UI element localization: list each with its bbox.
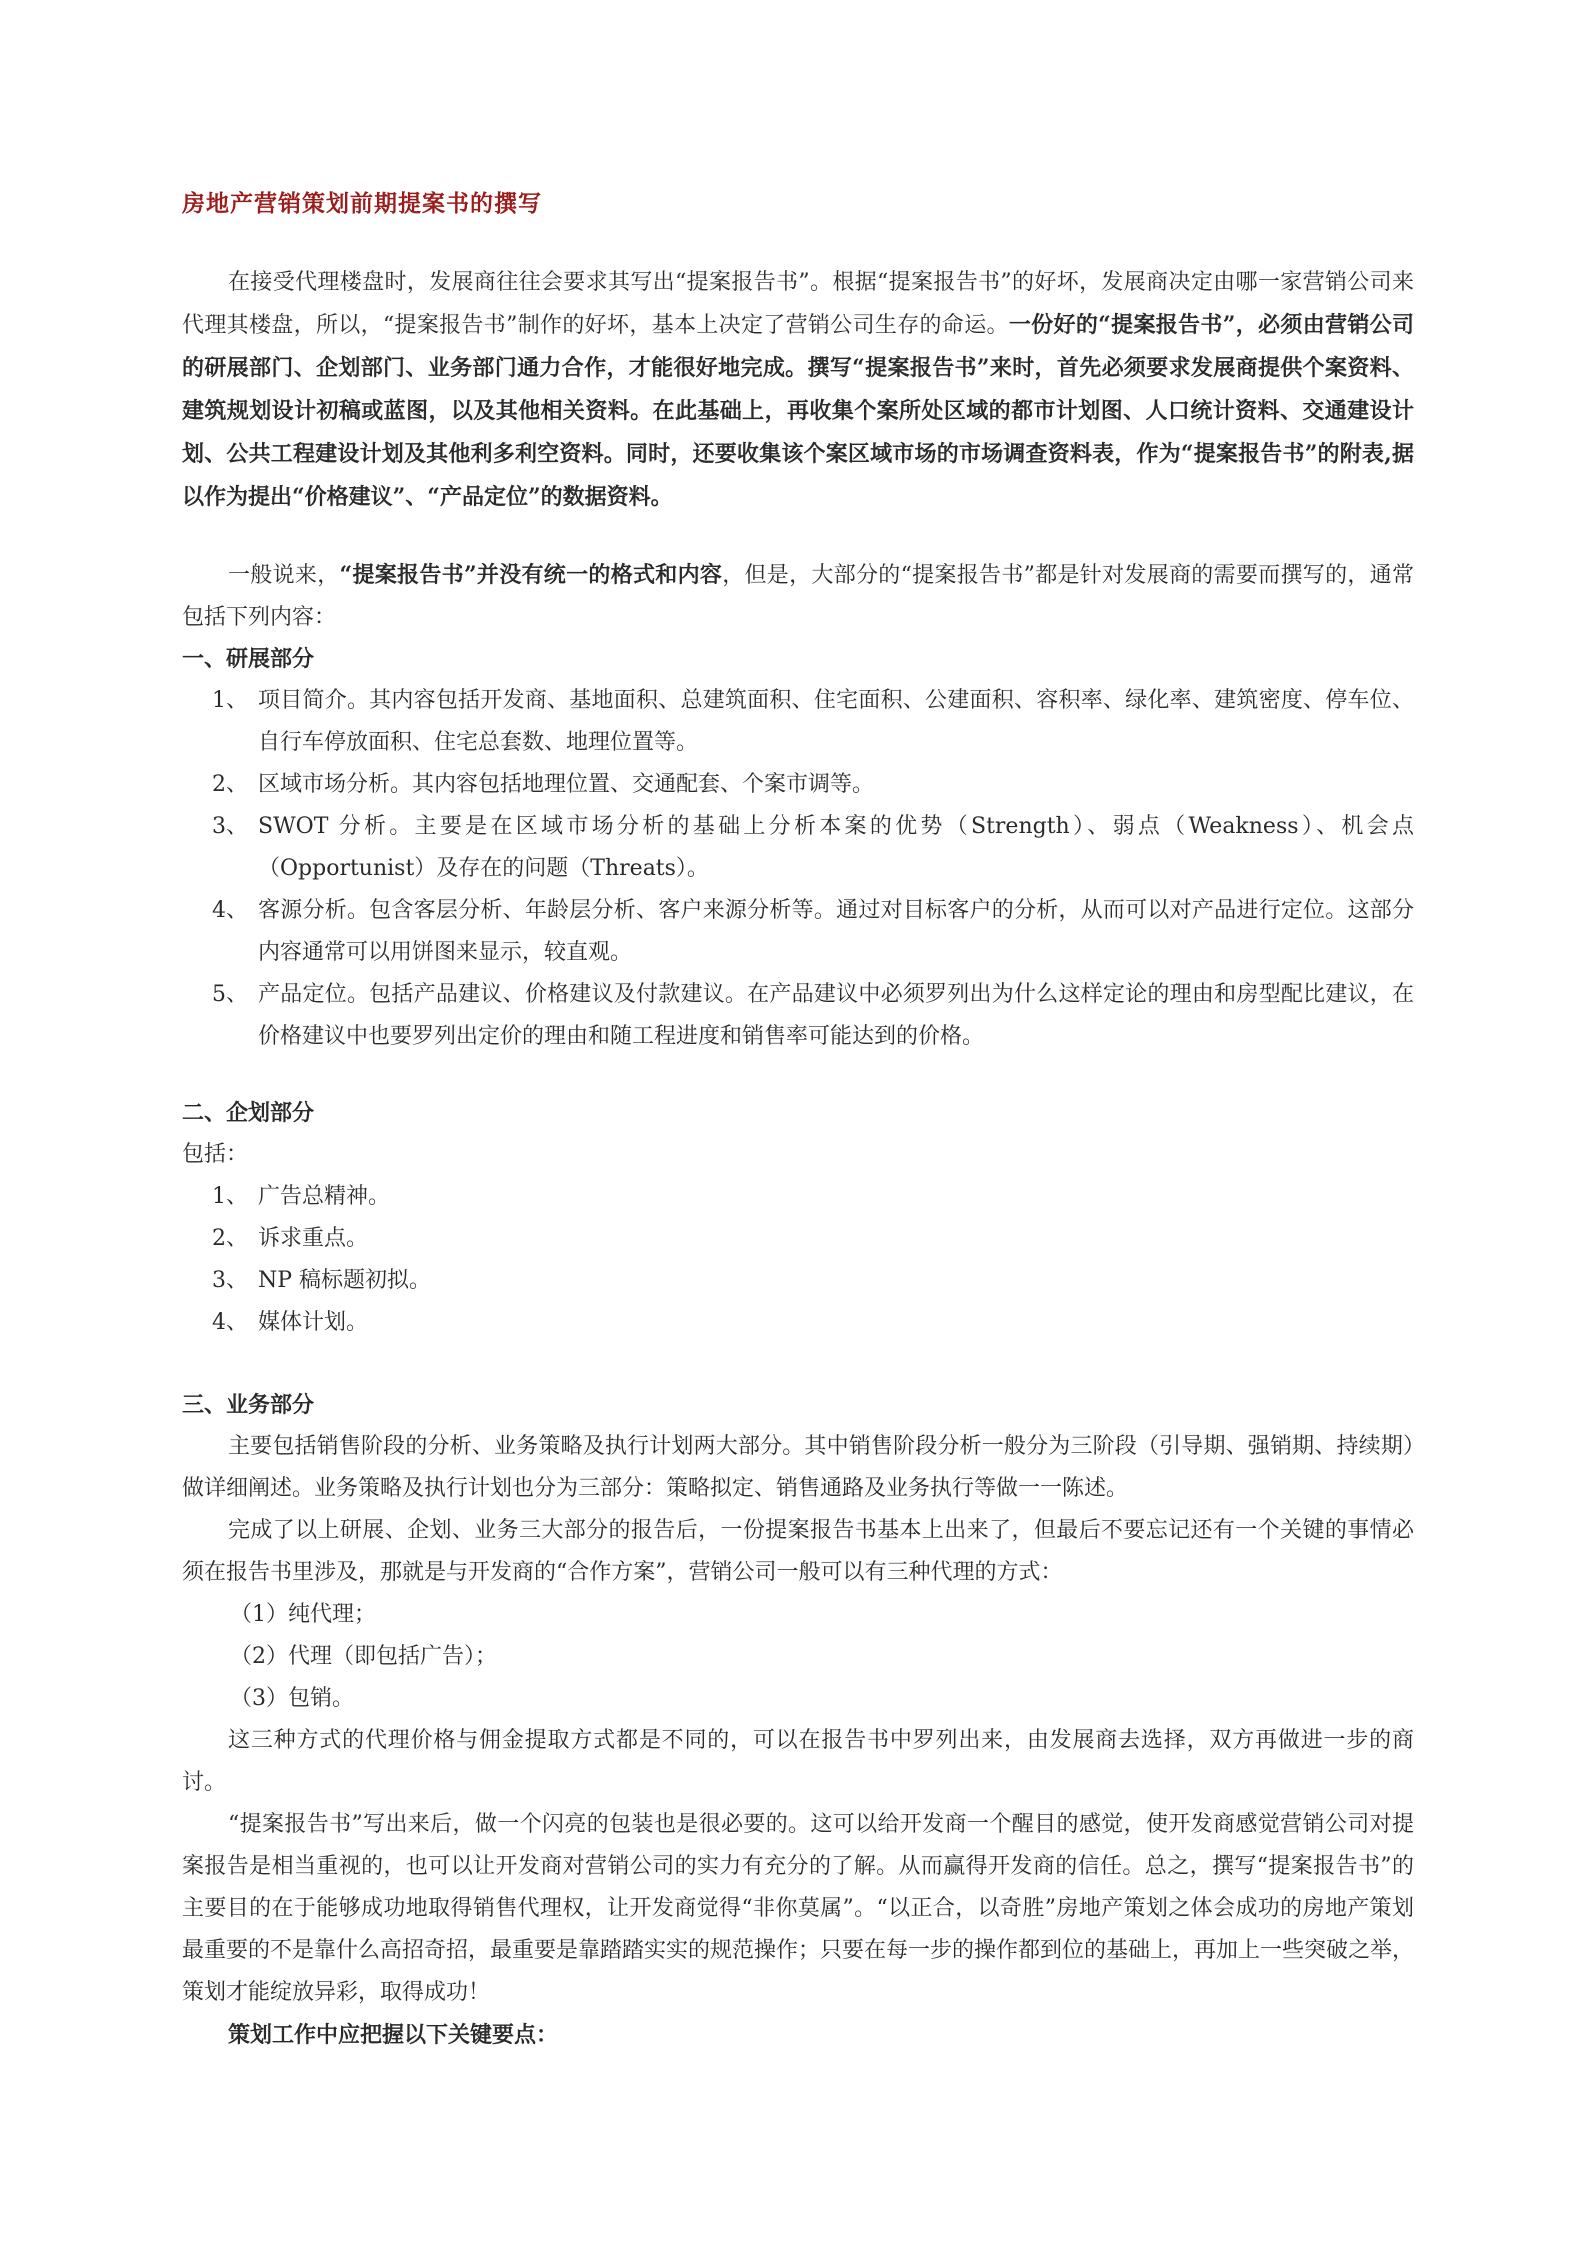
list-number: 3、 [212, 814, 248, 839]
intro-section-2 [182, 554, 1414, 639]
list-number: 1、 [212, 1184, 248, 1209]
intro-paragraph-2 [182, 554, 1414, 639]
list-number: 2、 [212, 1226, 248, 1251]
business-paragraph-3: 这三种方式的代理价格与佣金提取方式都是不同的，可以在报告书中罗列出来，由发展商去选择，双方再做进一步的商讨。 [182, 1728, 1414, 1795]
list-text: NP 稿标题初拟。 [258, 1268, 432, 1293]
list-text: SWOT 分析。主要是在区域市场分析的基础上分析本案的优势（Strength）、弱点（Weakness）、机会点（Opportunist）及存在的问题（Threats）。 [258, 814, 1414, 881]
intro-bold-text: 一份好的“提案报告书”，必须由营销公司的研展部门、企划部门、业务部门通力合作，才能很好地完成。撰写“提案报告书”来时，首先必须要求发展商提供个案资料、建筑规划设计初稿或蓝图，以及其他相关资料。在此基础上，再收集个案所处区域的都市计划图、人口统计资料、交通建设计划、公共工程建设计划及其他利多利空资料。同时，还要收集该个案区域市场的市场调查资料表，作为“提案报告书”的附表,据以作为提出“价格建议”、“产品定位”的数据资料。 [182, 312, 1414, 510]
section-heading: 二、企划部分 [182, 1100, 315, 1126]
section-research [182, 638, 1414, 1058]
section-heading: 一、研展部分 [182, 646, 315, 672]
intro-text: 在接受代理楼盘时，发展商往往会要求其写出“提案报告书”。根据“提案报告书”的好坏，发展商决定由哪一家营销公司来代理其楼盘，所以，“提案报告书”制作的好坏，基本上决定了营销公司生存的命运。 [182, 270, 1414, 338]
list-text: 产品定位。包括产品建议、价格建议及付款建议。在产品建议中必须罗列出为什么这样定论的理由和房型配比建议，在价格建议中也要罗列出定价的理由和随工程进度和销售率可能达到的价格。 [258, 982, 1414, 1049]
list-number: 5、 [212, 982, 248, 1007]
list-number: 4、 [212, 1310, 248, 1335]
list-number: 4、 [212, 898, 248, 923]
list-item [212, 764, 1414, 806]
section-heading: 三、业务部分 [182, 1392, 315, 1418]
section-lead: 包括： [182, 1142, 249, 1167]
document-title: 房地产营销策划前期提案书的撰写 [182, 190, 542, 217]
list-text: 客源分析。包含客层分析、年龄层分析、客户来源分析等。通过对目标客户的分析，从而可以对产品进行定位。这部分内容通常可以用饼图来显示，较直观。 [258, 898, 1414, 965]
business-paragraph-2: 完成了以上研展、企划、业务三大部分的报告后，一份提案报告书基本上出来了，但最后不要忘记还有一个关键的事情必须在报告书里涉及，那就是与开发商的“合作方案”，营销公司一般可以有三种代理的方式： [182, 1518, 1414, 1585]
list-number: 1、 [212, 688, 248, 713]
list-item [212, 974, 1414, 1058]
list-text: 区域市场分析。其内容包括地理位置、交通配套、个案市调等。 [258, 772, 875, 797]
intro-paragraph-1 [182, 262, 1414, 519]
list-item [212, 1218, 1414, 1260]
list-text: 媒体计划。 [258, 1310, 369, 1335]
intro-p2-rest: ，但是，大部分的“提案报告书”都是针对发展商的需要而撰写的，通常包括下列内容： [182, 563, 1414, 630]
agency-mode-item: （2）代理（即包括广告）； [230, 1644, 497, 1669]
business-key-points-heading: 策划工作中应把握以下关键要点： [228, 2022, 559, 2048]
list-item [212, 1260, 1414, 1302]
list-item [212, 680, 1414, 764]
list-item [212, 1176, 1414, 1218]
list-text: 项目简介。其内容包括开发商、基地面积、总建筑面积、住宅面积、公建面积、容积率、绿化率、建筑密度、停车位、自行车停放面积、住宅总套数、地理位置等。 [258, 688, 1414, 755]
list-number: 3、 [212, 1268, 248, 1293]
list-item [212, 1302, 1414, 1344]
agency-mode-item: （3）包销。 [230, 1686, 354, 1711]
business-paragraph-1: 主要包括销售阶段的分析、业务策略及执行计划两大部分。其中销售阶段分析一般分为三阶段（引导期、强销期、持续期）做详细阐述。业务策略及执行计划也分为三部分：策略拟定、销售通路及业务执行等做一一陈述。 [182, 1434, 1414, 1501]
list-number: 2、 [212, 772, 248, 797]
list-text: 诉求重点。 [258, 1226, 369, 1251]
section-business [182, 1384, 1414, 2056]
list-item [212, 806, 1414, 890]
list-item [212, 890, 1414, 974]
list-text: 广告总精神。 [258, 1184, 391, 1209]
intro-p2-lead: 一般说来， [228, 563, 340, 588]
agency-mode-item: （1）纯代理； [230, 1602, 376, 1627]
intro-p2-bold: “提案报告书”并没有统一的格式和内容 [339, 562, 723, 588]
intro-section [182, 262, 1414, 519]
section-planning [182, 1092, 1414, 1344]
business-paragraph-4: “提案报告书”写出来后，做一个闪亮的包装也是很必要的。这可以给开发商一个醒目的感觉，使开发商感觉营销公司对提案报告是相当重视的，也可以让开发商对营销公司的实力有充分的了解。从而赢得开发商的信任。总之，撰写“提案报告书”的主要目的在于能够成功地取得销售代理权，让开发商觉得“非你莫属”。“以正合，以奇胜”房地产策划之体会成功的房地产策划最重要的不是靠什么高招奇招，最重要是靠踏踏实实的规范操作；只要在每一步的操作都到位的基础上，再加上一些突破之举，策划才能绽放异彩，取得成功！ [182, 1812, 1415, 2005]
